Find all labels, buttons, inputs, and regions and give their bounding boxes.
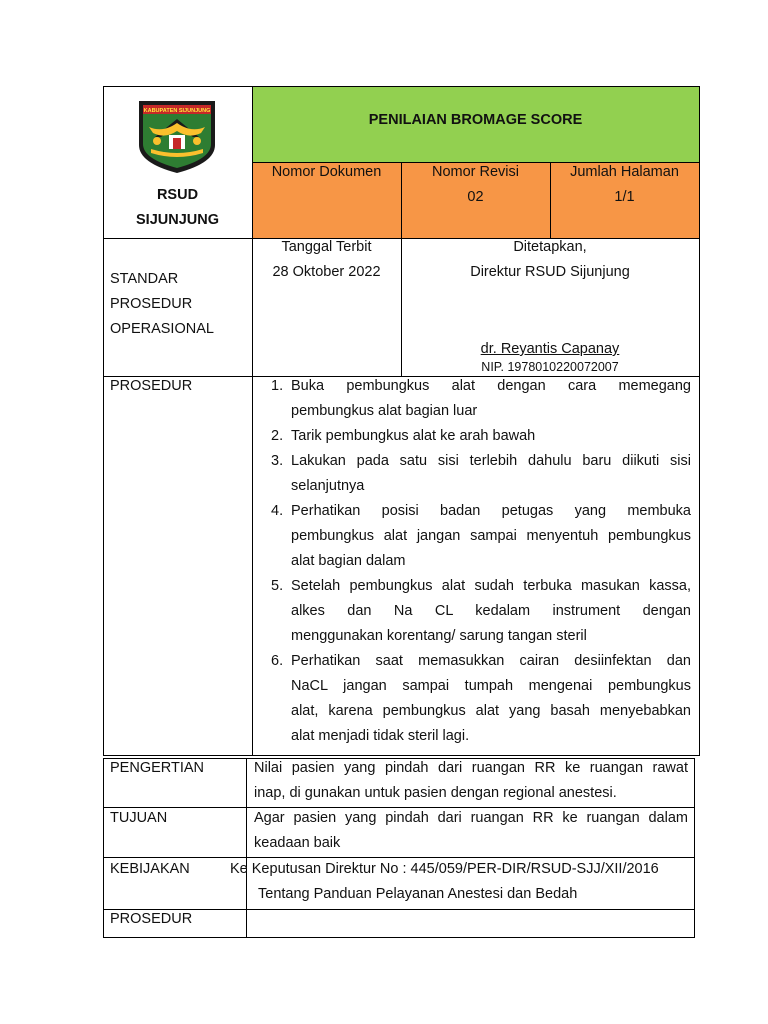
logo-banner-text: KABUPATEN SIJUNJUNG	[143, 108, 211, 114]
step-text-line: alat menjadi tidak steril lagi.	[291, 728, 470, 744]
list-item	[271, 499, 691, 574]
sop-label-line3: OPERASIONAL	[110, 321, 214, 337]
list-item	[271, 449, 691, 499]
prosedur-steps	[271, 374, 691, 749]
jumlah-halaman-value: 1/1	[614, 189, 635, 205]
institution-name-line1: RSUD	[156, 187, 199, 203]
step-number: 2.	[271, 428, 284, 444]
step-text-line: pembungkus alat bagian luar	[291, 403, 478, 419]
pengertian-line1: Nilai pasien yang pindah dari ruangan RR ke ruangan rawat	[254, 760, 688, 776]
document-title: PENILAIAN BROMAGE SCORE	[368, 112, 583, 128]
divider	[252, 238, 253, 756]
tujuan-line2: keadaan baik	[254, 835, 341, 851]
logo	[133, 97, 221, 175]
kebijakan-label: KEBIJAKAN	[110, 861, 190, 877]
tanggal-terbit-label: Tanggal Terbit	[281, 239, 372, 255]
jumlah-halaman-label: Jumlah Halaman	[570, 164, 679, 180]
step-text-line: menggunakan korentang/ sarung tangan steril	[291, 628, 587, 644]
sop-label-line2: PROSEDUR	[110, 296, 193, 312]
step-number: 6.	[271, 653, 284, 669]
step-text-line: Tarik pembungkus alat ke arah bawah	[291, 428, 536, 444]
step-text-line: Buka pembungkus alat dengan cara memegang	[291, 378, 691, 394]
tanggal-terbit-value: 28 Oktober 2022	[272, 264, 381, 280]
divider	[246, 758, 247, 938]
step-text-line: Setelah pembungkus alat sudah terbuka masukan kassa,	[291, 578, 691, 594]
sop-label-line1: STANDAR	[110, 271, 179, 287]
step-text-line: Lakukan pada satu sisi terlebih dahulu baru diikuti sisi	[291, 453, 691, 469]
step-number: 1.	[271, 378, 284, 394]
prosedur-label: PROSEDUR	[110, 378, 193, 394]
institution-name-line2: SIJUNJUNG	[136, 212, 219, 228]
step-text-line: alat, karena pembungkus alat yang basah menyebabkan	[291, 703, 691, 719]
list-item	[271, 424, 691, 449]
signer-nip: NIP. 1978010220072007	[481, 360, 619, 374]
list-item	[271, 574, 691, 649]
director-title: Direktur RSUD Sijunjung	[470, 264, 630, 280]
kebijakan-line1: Ke Keputusan Direktur No : 445/059/PER-DIR/RSUD-SJJ/XII/2016	[230, 861, 659, 877]
nomor-revisi-label: Nomor Revisi	[431, 164, 519, 180]
step-number: 5.	[271, 578, 284, 594]
step-text-line: pembungkus alat jangan sampai menyentuh pembungkus	[291, 528, 691, 544]
pengertian-label: PENGERTIAN	[110, 760, 205, 776]
kebijakan-line2: Tentang Panduan Pelayanan Anestesi dan Bedah	[258, 886, 578, 902]
regency-coat-of-arms-icon	[133, 97, 221, 175]
prosedur-label-lower: PROSEDUR	[110, 911, 193, 927]
step-number: 4.	[271, 503, 284, 519]
tujuan-label: TUJUAN	[110, 810, 168, 826]
step-number: 3.	[271, 453, 284, 469]
step-text-line: alkes dan Na CL kedalam instrument dengan	[291, 603, 691, 619]
list-item	[271, 649, 691, 749]
nomor-revisi-value: 02	[467, 189, 484, 205]
list-item	[271, 374, 691, 424]
ditetapkan-text: Ditetapkan,	[513, 239, 587, 255]
step-text-line: Perhatikan saat memasukkan cairan desiinfektan dan	[291, 653, 691, 669]
step-text-line: selanjutnya	[291, 478, 365, 494]
tujuan-line1: Agar pasien yang pindah dari ruangan RR ke ruangan dalam	[254, 810, 688, 826]
nomor-dokumen-label: Nomor Dokumen	[271, 164, 382, 180]
step-text-line: alat bagian dalam	[291, 553, 406, 569]
step-text-line: NaCL jangan sampai tumpah mengenai pembungkus	[291, 678, 691, 694]
signer-name: dr. Reyantis Capanay	[480, 341, 620, 357]
pengertian-line2: inap, di gunakan untuk pasien dengan regional anestesi.	[254, 785, 617, 801]
step-text-line: Perhatikan posisi badan petugas yang membuka	[291, 503, 691, 519]
